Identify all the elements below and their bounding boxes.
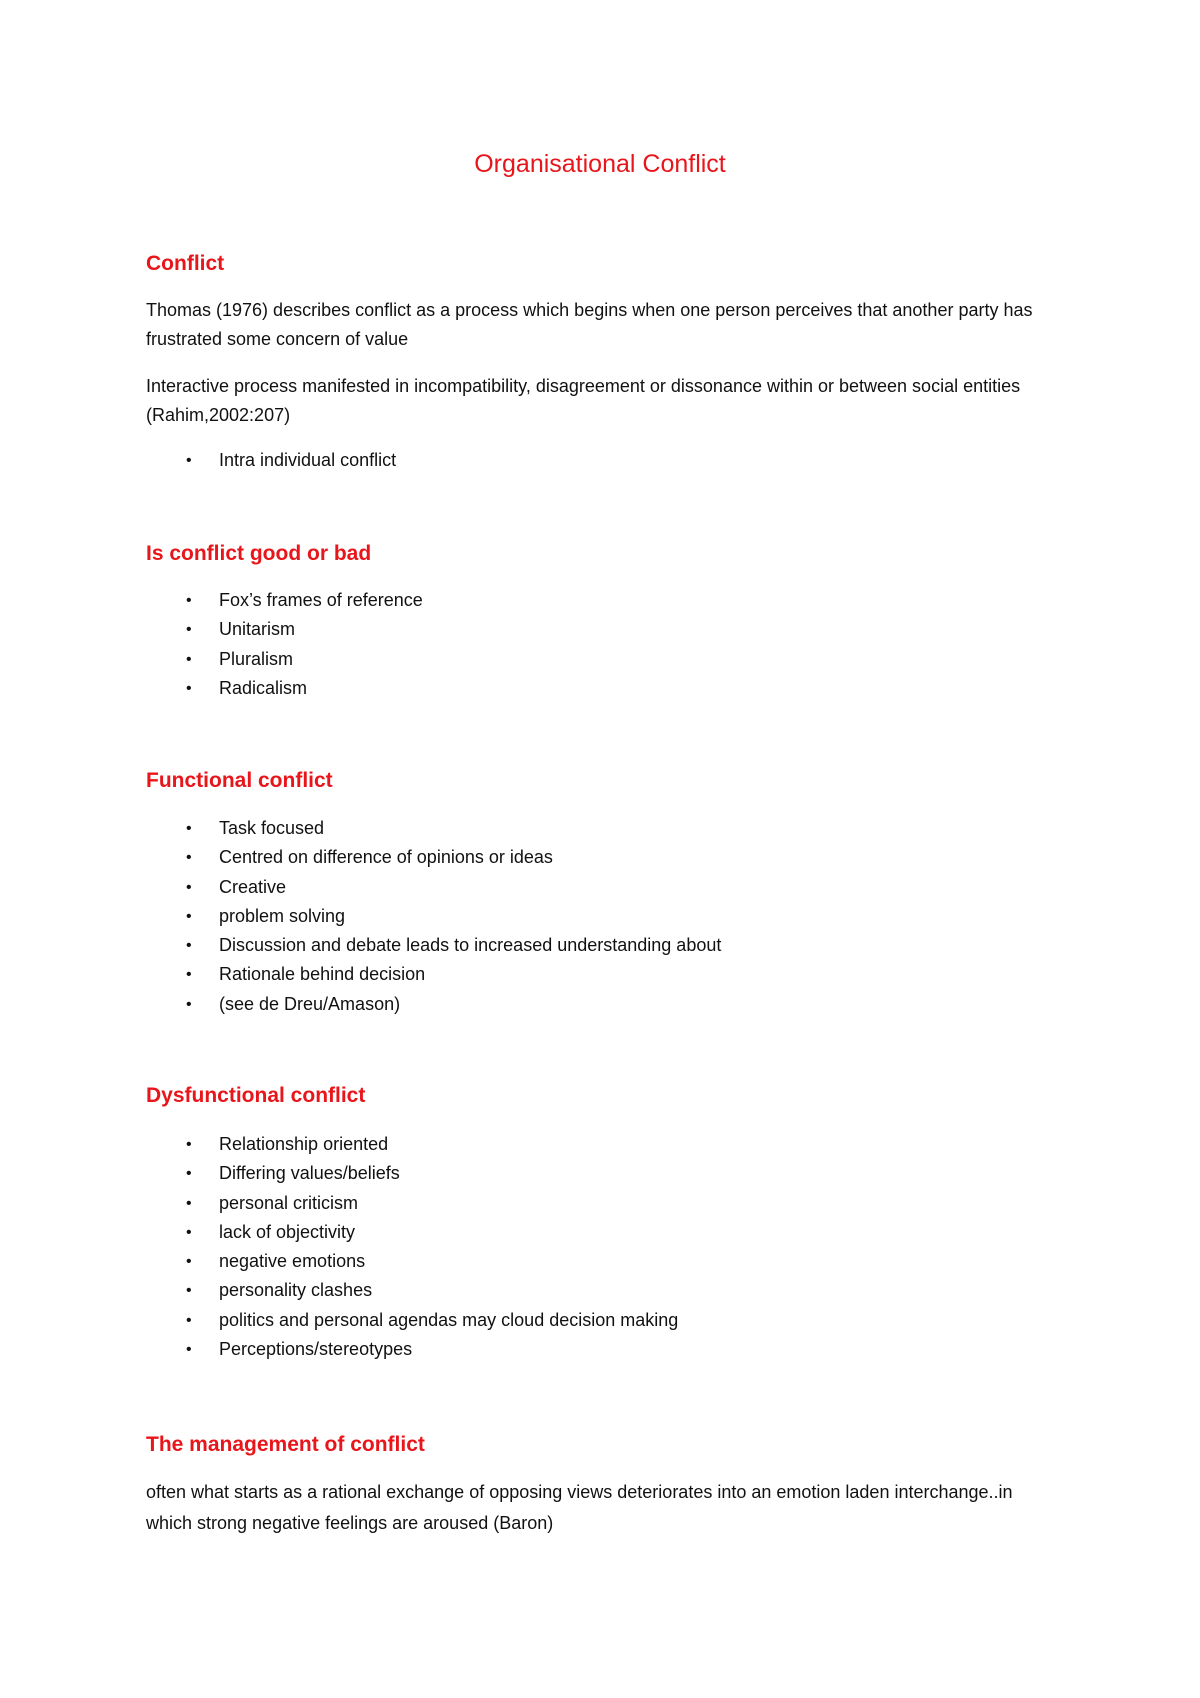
list-item: • negative emotions xyxy=(0,1247,678,1276)
list-item: • Creative xyxy=(0,873,721,902)
functional-bullet-list xyxy=(0,814,721,1019)
list-item: • Differing values/beliefs xyxy=(0,1159,678,1188)
list-item: • Fox’s frames of reference xyxy=(0,586,423,615)
list-item: • politics and personal agendas may cloud decision making xyxy=(0,1306,678,1335)
list-item: • personal criticism xyxy=(0,1189,678,1218)
list-item: • Rationale behind decision xyxy=(0,960,721,989)
list-item: • Perceptions/stereotypes xyxy=(0,1335,678,1364)
document-title: Organisational Conflict xyxy=(474,150,726,178)
list-item: • Radicalism xyxy=(0,674,423,703)
paragraph-rahim-definition: Interactive process manifested in incompatibility, disagreement or dissonance within or between social entities (Rahim,2002:207) xyxy=(146,376,1021,425)
list-item: • personality clashes xyxy=(0,1276,678,1305)
heading-dysfunctional-conflict: Dysfunctional conflict xyxy=(146,1084,366,1107)
conflict-bullet-list xyxy=(0,446,396,475)
heading-conflict: Conflict xyxy=(146,252,225,275)
heading-functional-conflict: Functional conflict xyxy=(146,769,333,792)
list-item: • Relationship oriented xyxy=(0,1130,678,1159)
paragraph-baron-quote: often what starts as a rational exchange of opposing views deteriorates into an emotion laden interchange..in which strong negative feelings are aroused (Baron) xyxy=(146,1482,1013,1533)
list-item: • Unitarism xyxy=(0,615,423,644)
list-item: • Pluralism xyxy=(0,645,423,674)
list-item: • Task focused xyxy=(0,814,721,843)
list-item: • problem solving xyxy=(0,902,721,931)
heading-management-of-conflict: The management of conflict xyxy=(146,1433,425,1456)
list-item: • Intra individual conflict xyxy=(0,446,396,475)
list-item: • (see de Dreu/Amason) xyxy=(0,990,721,1019)
list-item: • Centred on difference of opinions or ideas xyxy=(0,843,721,872)
heading-good-or-bad: Is conflict good or bad xyxy=(146,542,372,565)
list-item: • Discussion and debate leads to increased understanding about xyxy=(0,931,721,960)
list-item: • lack of objectivity xyxy=(0,1218,678,1247)
dysfunctional-bullet-list xyxy=(0,1130,678,1364)
paragraph-thomas-definition: Thomas (1976) describes conflict as a process which begins when one person perceives that another party has frustrated some concern of value xyxy=(146,300,1033,349)
good-or-bad-bullet-list xyxy=(0,586,423,703)
